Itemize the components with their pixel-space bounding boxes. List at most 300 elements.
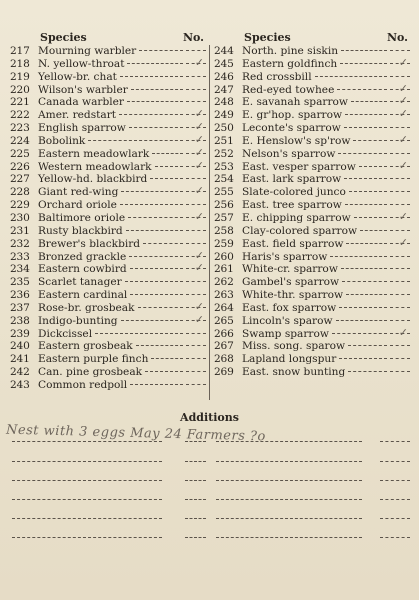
- check-mark: ✓: [398, 94, 408, 108]
- species-row: [214, 148, 410, 161]
- leader-line: [120, 76, 183, 77]
- leader-line: [340, 63, 387, 64]
- species-name: Common redpoll: [38, 378, 128, 391]
- species-number: 236: [10, 289, 30, 302]
- addition-blank-line: [380, 461, 410, 462]
- species-number: 269: [214, 366, 234, 379]
- species-name: East. field sparrow: [242, 237, 344, 250]
- species-number: 263: [214, 289, 234, 302]
- species-name: English sparrow: [38, 122, 126, 135]
- species-row: [10, 263, 206, 276]
- species-name: Nelson's sparrow: [242, 147, 336, 160]
- species-number: 237: [10, 301, 30, 314]
- addition-blank-line: [380, 537, 410, 538]
- species-number: 217: [10, 45, 30, 57]
- species-number: 233: [10, 250, 30, 263]
- addition-blank-line: [12, 480, 162, 481]
- species-number: 232: [10, 237, 30, 250]
- species-name: Eastern meadowlark: [38, 147, 150, 160]
- species-number: 240: [10, 340, 30, 353]
- species-row: [214, 132, 410, 148]
- species-number: 227: [10, 173, 30, 186]
- leader-line: [130, 268, 183, 269]
- leader-line: [143, 243, 183, 244]
- species-row: [10, 225, 206, 238]
- leader-line: [150, 178, 183, 179]
- species-row: [10, 276, 206, 289]
- species-name: White-thr. sparrow: [242, 289, 344, 302]
- tally-blank: [390, 191, 410, 192]
- species-number: 261: [214, 263, 234, 276]
- species-row: [214, 315, 410, 328]
- species-row: [10, 109, 206, 122]
- addition-blank-line: [216, 461, 362, 462]
- species-name: Rose-br. grosbeak: [38, 301, 135, 314]
- leader-line: [339, 307, 387, 308]
- leader-line: [138, 307, 183, 308]
- species-row: [10, 299, 206, 315]
- check-mark: ✓: [194, 107, 204, 121]
- species-row: [10, 353, 206, 366]
- species-number: 224: [10, 134, 30, 147]
- species-name: Rusty blackbird: [38, 224, 123, 237]
- leader-line: [342, 281, 387, 282]
- species-name: Yellow-br. chat: [38, 70, 117, 83]
- tally-blank: [186, 358, 206, 359]
- species-name: E. gr'hop. sparrow: [242, 109, 343, 122]
- species-name: Clay-colored sparrow: [242, 224, 358, 237]
- addition-blank-line: [12, 518, 162, 519]
- species-name: Lapland longspur: [242, 353, 337, 366]
- species-row: [10, 55, 206, 71]
- species-header: Species: [244, 31, 291, 44]
- leader-line: [88, 140, 183, 141]
- species-number: 235: [10, 276, 30, 289]
- species-number: 228: [10, 186, 30, 199]
- species-number: 242: [10, 366, 30, 379]
- species-row: [214, 302, 410, 315]
- check-mark: ✓: [194, 299, 204, 313]
- check-mark: ✓: [194, 158, 204, 172]
- species-name: E. Henslow's sp'row: [242, 134, 351, 147]
- species-name: Orchard oriole: [38, 199, 117, 212]
- tally-blank: [186, 178, 206, 179]
- leader-line: [121, 320, 183, 321]
- species-number: 239: [10, 327, 30, 340]
- species-number: 221: [10, 96, 30, 109]
- tally-blank: [186, 281, 206, 282]
- leader-line: [345, 114, 387, 115]
- check-mark: ✓: [194, 209, 204, 223]
- tally-blank: [390, 320, 410, 321]
- leader-line: [126, 230, 183, 231]
- species-name: Slate-colored junco: [242, 186, 346, 199]
- leader-line: [119, 114, 183, 115]
- species-name: East. lark sparrow: [242, 173, 342, 186]
- tally-blank: [390, 76, 410, 77]
- species-name: Scarlet tanager: [38, 276, 122, 289]
- species-row: [214, 109, 410, 122]
- leader-line: [145, 371, 183, 372]
- leader-line: [341, 50, 387, 51]
- species-name: Canada warbler: [38, 96, 124, 109]
- species-number: 257: [214, 211, 234, 224]
- species-name: Miss. song. sparow: [242, 340, 346, 353]
- species-number: 267: [214, 340, 234, 353]
- addition-blank-line: [216, 499, 362, 500]
- leader-line: [360, 230, 387, 231]
- tally-blank: [186, 345, 206, 346]
- leader-line: [151, 358, 183, 359]
- tally-blank: [390, 294, 410, 295]
- check-mark: ✓: [194, 261, 204, 275]
- species-number: 265: [214, 314, 234, 327]
- tally-blank: [186, 76, 206, 77]
- leader-line: [131, 89, 183, 90]
- leader-line: [336, 320, 387, 321]
- species-row: [10, 145, 206, 161]
- species-name: E. chipping sparrow: [242, 211, 351, 224]
- tally-blank: [390, 307, 410, 308]
- species-number: 241: [10, 353, 30, 366]
- tally-blank: [390, 127, 410, 128]
- addition-blank-line: [185, 499, 206, 500]
- species-number: 225: [10, 147, 30, 160]
- check-mark: ✓: [398, 55, 408, 69]
- leader-line: [354, 217, 387, 218]
- species-row: [214, 225, 410, 238]
- check-mark: ✓: [398, 132, 408, 146]
- leader-line: [152, 153, 183, 154]
- tally-blank: [390, 268, 410, 269]
- species-number: 253: [214, 160, 234, 173]
- column-divider: [209, 45, 210, 400]
- species-number: 252: [214, 147, 234, 160]
- leader-line: [125, 281, 183, 282]
- species-row: [214, 158, 410, 174]
- leader-line: [353, 140, 387, 141]
- leader-line: [120, 204, 183, 205]
- species-row: [10, 366, 206, 379]
- species-number: 255: [214, 186, 234, 199]
- species-row: [214, 45, 410, 58]
- handwritten-note: Nest with 3 eggs May 24 Farmers ?o: [5, 422, 266, 445]
- species-row: [10, 209, 206, 225]
- species-row: [214, 71, 410, 84]
- leader-line: [130, 294, 183, 295]
- leader-line: [315, 76, 387, 77]
- species-number: 229: [10, 199, 30, 212]
- species-column-left: [10, 31, 206, 392]
- species-name: Amer. redstart: [38, 109, 117, 122]
- species-number: 258: [214, 224, 234, 237]
- species-row: [10, 379, 206, 392]
- leader-line: [348, 345, 387, 346]
- tally-blank: [186, 384, 206, 385]
- species-name: Western meadowlark: [38, 160, 152, 173]
- tally-blank: [390, 230, 410, 231]
- additions-title: Additions: [180, 411, 239, 424]
- species-number: 266: [214, 327, 234, 340]
- species-row: [10, 173, 206, 186]
- species-name: Yellow-hd. blackbird: [38, 173, 148, 186]
- species-name: Mourning warbler: [38, 45, 137, 57]
- species-number: 260: [214, 250, 234, 263]
- species-name: Bobolink: [38, 134, 86, 147]
- species-row: [214, 199, 410, 212]
- addition-blank-line: [12, 461, 162, 462]
- leader-line: [129, 127, 183, 128]
- species-number: 247: [214, 83, 234, 96]
- species-header: Species: [40, 31, 87, 44]
- check-mark: ✓: [194, 248, 204, 262]
- species-column-right: [214, 31, 410, 379]
- addition-blank-line: [12, 441, 162, 442]
- column-header-right: [214, 31, 410, 45]
- species-row: [214, 289, 410, 302]
- species-name: Lincoln's sparow: [242, 314, 333, 327]
- species-name: Gambel's sparrow: [242, 276, 340, 289]
- leader-line: [341, 268, 387, 269]
- species-number: 256: [214, 199, 234, 212]
- check-mark: ✓: [194, 120, 204, 134]
- species-row: [10, 132, 206, 148]
- leader-line: [95, 333, 183, 334]
- check-mark: ✓: [194, 145, 204, 159]
- species-name: Wilson's warbler: [38, 83, 128, 96]
- species-name: Bronzed grackle: [38, 250, 127, 263]
- species-name: Eastern grosbeak: [38, 340, 133, 353]
- check-mark: ✓: [398, 81, 408, 95]
- species-number: 218: [10, 57, 30, 70]
- species-row: [10, 199, 206, 212]
- species-number: 246: [214, 70, 234, 83]
- species-name: East. tree sparrow: [242, 199, 342, 212]
- tally-blank: [390, 50, 410, 51]
- species-number: 268: [214, 353, 234, 366]
- species-row: [10, 289, 206, 302]
- check-mark: ✓: [194, 132, 204, 146]
- leader-line: [344, 178, 387, 179]
- addition-blank-line: [380, 480, 410, 481]
- leader-line: [128, 217, 183, 218]
- species-row: [10, 158, 206, 174]
- species-name: Eastern goldfinch: [242, 57, 338, 70]
- species-row: [214, 96, 410, 109]
- species-row: [10, 84, 206, 97]
- species-row: [10, 328, 206, 341]
- tally-blank: [186, 243, 206, 244]
- check-mark: ✓: [398, 107, 408, 121]
- species-row: [214, 325, 410, 341]
- leader-line: [127, 63, 183, 64]
- tally-blank: [186, 371, 206, 372]
- leader-line: [346, 294, 387, 295]
- tally-blank: [186, 50, 206, 51]
- species-number: 226: [10, 160, 30, 173]
- species-number: 259: [214, 237, 234, 250]
- species-row: [10, 248, 206, 264]
- species-row: [214, 235, 410, 251]
- species-row: [214, 209, 410, 225]
- addition-blank-line: [185, 518, 206, 519]
- species-row: [214, 366, 410, 379]
- species-name: East. fox sparrow: [242, 301, 337, 314]
- species-number: 250: [214, 122, 234, 135]
- addition-blank-line: [185, 480, 206, 481]
- leader-line: [349, 191, 387, 192]
- leader-line: [130, 384, 183, 385]
- leader-line: [359, 166, 387, 167]
- species-row: [10, 340, 206, 353]
- tally-blank: [390, 153, 410, 154]
- species-number: 262: [214, 276, 234, 289]
- species-row: [10, 238, 206, 251]
- tally-blank: [390, 178, 410, 179]
- species-row: [214, 353, 410, 366]
- addition-blank-line: [380, 499, 410, 500]
- species-name: E. savanah sparrow: [242, 96, 348, 109]
- species-row: [10, 122, 206, 135]
- leader-line: [345, 204, 387, 205]
- species-name: Red-eyed towhee: [242, 83, 335, 96]
- species-number: 222: [10, 109, 30, 122]
- species-name: Dickcissel: [38, 327, 93, 340]
- species-name: Eastern cowbird: [38, 263, 127, 276]
- species-number: 220: [10, 83, 30, 96]
- species-row: [214, 55, 410, 71]
- species-row: [10, 312, 206, 328]
- species-row: [10, 45, 206, 58]
- species-number: 238: [10, 314, 30, 327]
- leader-line: [136, 345, 183, 346]
- leader-line: [346, 243, 387, 244]
- species-name: Indigo-bunting: [38, 314, 118, 327]
- species-row: [10, 186, 206, 199]
- species-row: [214, 81, 410, 97]
- addition-blank-line: [216, 518, 362, 519]
- species-row: [10, 71, 206, 84]
- addition-blank-line: [216, 441, 362, 442]
- species-row: [10, 96, 206, 109]
- tally-blank: [186, 89, 206, 90]
- tally-blank: [390, 204, 410, 205]
- species-name: Can. pine grosbeak: [38, 366, 143, 379]
- no-header: No.: [182, 31, 204, 44]
- species-name: Brewer's blackbird: [38, 237, 141, 250]
- species-name: White-cr. sparrow: [242, 263, 338, 276]
- tally-blank: [390, 256, 410, 257]
- tally-blank: [186, 230, 206, 231]
- leader-line: [127, 101, 183, 102]
- species-row: [214, 251, 410, 264]
- check-mark: ✓: [398, 209, 408, 223]
- species-name: Leconte's sparrow: [242, 122, 341, 135]
- species-name: East. vesper sparrow: [242, 160, 356, 173]
- species-number: 230: [10, 211, 30, 224]
- leader-line: [129, 256, 183, 257]
- leader-line: [337, 89, 387, 90]
- check-mark: ✓: [194, 55, 204, 69]
- species-number: 251: [214, 134, 234, 147]
- species-number: 223: [10, 122, 30, 135]
- species-number: 248: [214, 96, 234, 109]
- leader-line: [121, 191, 183, 192]
- species-name: Eastern cardinal: [38, 289, 128, 302]
- addition-blank-line: [12, 499, 162, 500]
- tally-blank: [186, 204, 206, 205]
- species-number: 254: [214, 173, 234, 186]
- species-name: Swamp sparrow: [242, 327, 329, 340]
- species-number: 245: [214, 57, 234, 70]
- species-number: 243: [10, 378, 30, 391]
- leader-line: [344, 127, 387, 128]
- species-name: North. pine siskin: [242, 45, 339, 57]
- species-name: Baltimore oriole: [38, 211, 126, 224]
- leader-line: [155, 166, 183, 167]
- tally-blank: [390, 371, 410, 372]
- addition-blank-line: [12, 537, 162, 538]
- addition-blank-line: [216, 480, 362, 481]
- addition-blank-line: [380, 518, 410, 519]
- tally-blank: [390, 345, 410, 346]
- addition-blank-line: [380, 441, 410, 442]
- species-name: Haris's sparrow: [242, 250, 328, 263]
- species-name: Giant red-wing: [38, 186, 119, 199]
- no-header: No.: [386, 31, 408, 44]
- species-name: Eastern purple finch: [38, 353, 149, 366]
- addition-blank-line: [185, 461, 206, 462]
- leader-line: [332, 333, 387, 334]
- species-name: Red crossbill: [242, 70, 312, 83]
- tally-blank: [186, 294, 206, 295]
- tally-blank: [186, 333, 206, 334]
- addition-blank-line: [185, 537, 206, 538]
- check-mark: ✓: [398, 158, 408, 172]
- species-row: [214, 340, 410, 353]
- species-row: [214, 276, 410, 289]
- species-name: N. yellow-throat: [38, 57, 125, 70]
- check-mark: ✓: [398, 235, 408, 249]
- check-mark: ✓: [194, 312, 204, 326]
- leader-line: [351, 101, 387, 102]
- check-mark: ✓: [194, 184, 204, 198]
- leader-line: [348, 371, 387, 372]
- species-number: 231: [10, 224, 30, 237]
- leader-line: [338, 153, 387, 154]
- tally-blank: [390, 358, 410, 359]
- leader-line: [330, 256, 387, 257]
- leader-line: [339, 358, 387, 359]
- addition-blank-line: [216, 537, 362, 538]
- species-number: 219: [10, 70, 30, 83]
- tally-blank: [390, 281, 410, 282]
- species-row: [214, 263, 410, 276]
- tally-blank: [186, 101, 206, 102]
- check-mark: ✓: [398, 325, 408, 339]
- species-name: East. snow bunting: [242, 366, 346, 379]
- species-number: 249: [214, 109, 234, 122]
- addition-blank-line: [185, 441, 206, 442]
- species-number: 244: [214, 45, 234, 57]
- species-row: [214, 122, 410, 135]
- column-header-left: [10, 31, 206, 45]
- leader-line: [139, 50, 183, 51]
- species-row: [214, 173, 410, 186]
- species-number: 234: [10, 263, 30, 276]
- species-number: 264: [214, 301, 234, 314]
- species-row: [214, 186, 410, 199]
